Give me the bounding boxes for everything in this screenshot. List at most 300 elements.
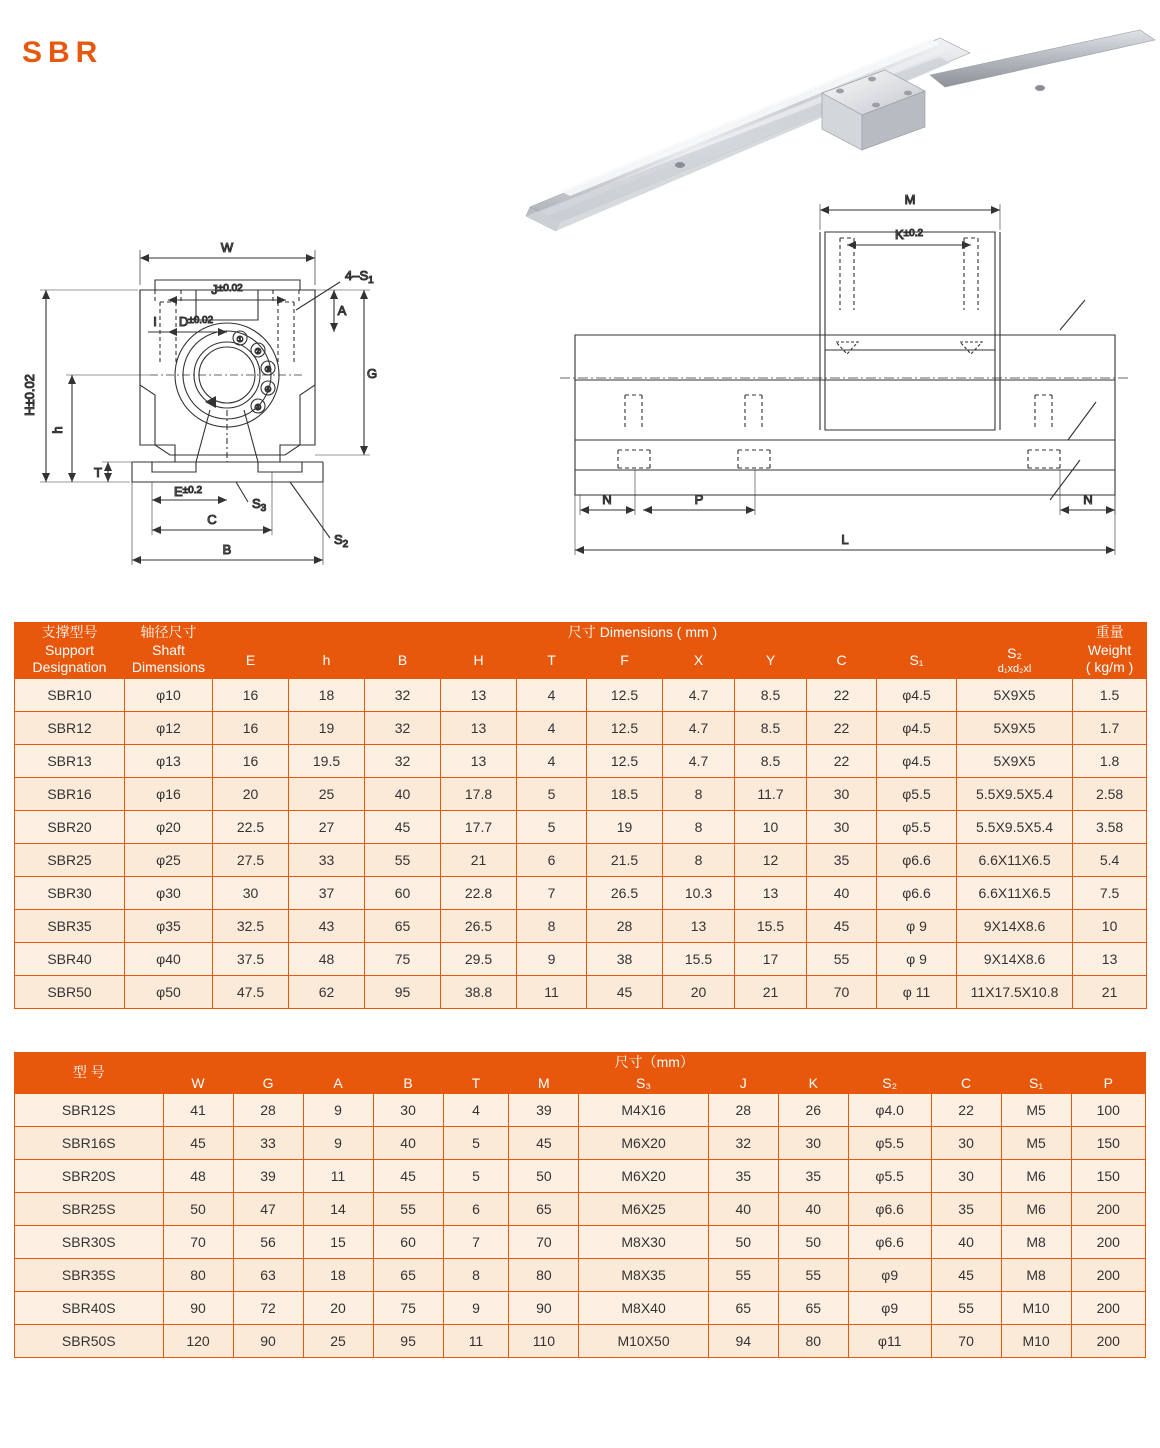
row-model-cell: SBR35 <box>15 909 125 942</box>
row-model-cell: SBR10 <box>15 678 125 711</box>
row-value-cell: 50 <box>163 1193 233 1226</box>
row-value-cell: 150 <box>1071 1127 1145 1160</box>
product-photo <box>500 15 1160 235</box>
row-value-cell: 27 <box>289 810 365 843</box>
row-value-cell: 22.8 <box>441 876 517 909</box>
row-value-cell: 8 <box>663 843 735 876</box>
row-value-cell: φ6.6 <box>848 1193 931 1226</box>
dimensions-table-1 <box>14 622 1147 1009</box>
row-value-cell: M6X20 <box>579 1160 708 1193</box>
row-value-cell: 70 <box>931 1325 1001 1358</box>
row-value-cell: M8 <box>1001 1226 1071 1259</box>
svg-text:H±0.02: H±0.02 <box>22 374 37 416</box>
svg-text:J±0.02: $J^{\pm 0.02}$ <box>211 282 243 297</box>
row-value-cell: 32.5 <box>213 909 289 942</box>
row-value-cell: 75 <box>365 942 441 975</box>
row-value-cell: 18 <box>303 1259 373 1292</box>
row-model-cell: SBR12 <box>15 711 125 744</box>
row-value-cell: φ40 <box>125 942 213 975</box>
row-value-cell: M10X50 <box>579 1325 708 1358</box>
row-value-cell: 25 <box>289 777 365 810</box>
col-weight: 重量 Weight ( kg/m ) <box>1073 623 1147 679</box>
row-value-cell: 12.5 <box>587 711 663 744</box>
row-value-cell: 13 <box>441 678 517 711</box>
row-value-cell: 55 <box>778 1259 848 1292</box>
row-value-cell: φ4.5 <box>877 678 957 711</box>
row-value-cell: M8X35 <box>579 1259 708 1292</box>
row-value-cell: 200 <box>1071 1259 1145 1292</box>
row-value-cell: 15.5 <box>663 942 735 975</box>
table-row <box>15 975 1147 1008</box>
row-value-cell: 80 <box>778 1325 848 1358</box>
row-value-cell: 55 <box>807 942 877 975</box>
row-value-cell: φ50 <box>125 975 213 1008</box>
svg-text:B: B <box>222 542 232 557</box>
row-value-cell: 200 <box>1071 1226 1145 1259</box>
row-value-cell: 30 <box>807 810 877 843</box>
row-value-cell: 100 <box>1071 1094 1145 1127</box>
row-value-cell: 1.5 <box>1073 678 1147 711</box>
row-value-cell: 28 <box>708 1094 778 1127</box>
row-value-cell: 110 <box>509 1325 579 1358</box>
row-value-cell: 11 <box>517 975 587 1008</box>
row-value-cell: 80 <box>163 1259 233 1292</box>
row-model-cell: SBR35S <box>15 1259 164 1292</box>
row-value-cell: 8.5 <box>735 678 807 711</box>
col-S2: S₂ d₁xd₂xl <box>957 643 1073 678</box>
row-value-cell: 19.5 <box>289 744 365 777</box>
table-row <box>15 1259 1146 1292</box>
row-value-cell: 65 <box>708 1292 778 1325</box>
svg-text:T: T <box>94 465 102 480</box>
row-value-cell: 9 <box>303 1094 373 1127</box>
row-value-cell: 5.5X9.5X5.4 <box>957 777 1073 810</box>
row-value-cell: 20 <box>663 975 735 1008</box>
row-value-cell: 5 <box>517 810 587 843</box>
row-value-cell: 38.8 <box>441 975 517 1008</box>
col-M: M <box>509 1073 579 1094</box>
row-value-cell: 17 <box>735 942 807 975</box>
col-h: h <box>289 643 365 678</box>
row-value-cell: 7.5 <box>1073 876 1147 909</box>
row-value-cell: 18.5 <box>587 777 663 810</box>
table-row <box>15 843 1147 876</box>
col-G: G <box>233 1073 303 1094</box>
row-value-cell: 8 <box>443 1259 509 1292</box>
row-value-cell: 55 <box>708 1259 778 1292</box>
row-model-cell: SBR30 <box>15 876 125 909</box>
row-value-cell: M8X40 <box>579 1292 708 1325</box>
svg-text:②: ② <box>254 347 262 356</box>
col-J: J <box>708 1073 778 1094</box>
row-value-cell: 17.8 <box>441 777 517 810</box>
table-row <box>15 1292 1146 1325</box>
row-value-cell: M6 <box>1001 1193 1071 1226</box>
row-value-cell: 45 <box>373 1160 443 1193</box>
row-value-cell: φ12 <box>125 711 213 744</box>
table2-header-row-2 <box>15 1073 1146 1094</box>
row-value-cell: 4.7 <box>663 678 735 711</box>
row-value-cell: φ6.6 <box>877 843 957 876</box>
row-value-cell: 62 <box>289 975 365 1008</box>
row-value-cell: 13 <box>663 909 735 942</box>
row-value-cell: 26.5 <box>587 876 663 909</box>
row-value-cell: 37 <box>289 876 365 909</box>
table-row <box>15 1193 1146 1226</box>
row-value-cell: φ 9 <box>877 909 957 942</box>
row-value-cell: 200 <box>1071 1292 1145 1325</box>
row-value-cell: 65 <box>373 1259 443 1292</box>
row-model-cell: SBR12S <box>15 1094 164 1127</box>
row-value-cell: 9X14X8.6 <box>957 909 1073 942</box>
row-value-cell: 13 <box>441 711 517 744</box>
col-E: E <box>213 643 289 678</box>
row-model-cell: SBR16 <box>15 777 125 810</box>
technical-drawings <box>0 110 1160 600</box>
row-value-cell: 6 <box>517 843 587 876</box>
row-value-cell: 33 <box>233 1127 303 1160</box>
col-S1: S₁ <box>1001 1073 1071 1094</box>
row-value-cell: 5.4 <box>1073 843 1147 876</box>
row-value-cell: 60 <box>373 1226 443 1259</box>
table-row <box>15 1127 1146 1160</box>
svg-text:I: I <box>153 314 157 329</box>
row-value-cell: 40 <box>778 1193 848 1226</box>
row-value-cell: 38 <box>587 942 663 975</box>
row-value-cell: 21 <box>735 975 807 1008</box>
row-value-cell: 43 <box>289 909 365 942</box>
row-value-cell: 5X9X5 <box>957 711 1073 744</box>
row-value-cell: 48 <box>163 1160 233 1193</box>
row-value-cell: 12.5 <box>587 678 663 711</box>
row-value-cell: 55 <box>373 1193 443 1226</box>
row-value-cell: M6X25 <box>579 1193 708 1226</box>
row-value-cell: φ16 <box>125 777 213 810</box>
row-value-cell: φ5.5 <box>877 810 957 843</box>
row-value-cell: 47 <box>233 1193 303 1226</box>
table2-header-row-1 <box>15 1053 1146 1074</box>
row-value-cell: 16 <box>213 678 289 711</box>
table1-body <box>15 678 1147 1008</box>
row-value-cell: 13 <box>735 876 807 909</box>
row-value-cell: 10 <box>1073 909 1147 942</box>
col-X: X <box>663 643 735 678</box>
row-value-cell: 5 <box>443 1160 509 1193</box>
row-value-cell: 37.5 <box>213 942 289 975</box>
row-value-cell: 21.5 <box>587 843 663 876</box>
table-row <box>15 711 1147 744</box>
svg-text:④: ④ <box>264 385 272 394</box>
row-value-cell: 48 <box>289 942 365 975</box>
row-value-cell: φ 11 <box>877 975 957 1008</box>
table-row <box>15 810 1147 843</box>
col-B: B <box>365 643 441 678</box>
row-value-cell: 20 <box>303 1292 373 1325</box>
row-value-cell: 7 <box>443 1226 509 1259</box>
row-value-cell: φ6.6 <box>848 1226 931 1259</box>
row-value-cell: 63 <box>233 1259 303 1292</box>
row-value-cell: 40 <box>931 1226 1001 1259</box>
row-value-cell: 4.7 <box>663 711 735 744</box>
row-value-cell: 22.5 <box>213 810 289 843</box>
row-value-cell: 30 <box>931 1127 1001 1160</box>
row-value-cell: M5 <box>1001 1094 1071 1127</box>
row-model-cell: SBR30S <box>15 1226 164 1259</box>
row-value-cell: 35 <box>931 1193 1001 1226</box>
row-value-cell: 40 <box>373 1127 443 1160</box>
row-value-cell: 3.58 <box>1073 810 1147 843</box>
row-value-cell: M8X30 <box>579 1226 708 1259</box>
row-value-cell: φ6.6 <box>877 876 957 909</box>
col-C: C <box>931 1073 1001 1094</box>
svg-text:W: W <box>220 240 234 255</box>
row-value-cell: φ5.5 <box>877 777 957 810</box>
row-value-cell: 94 <box>708 1325 778 1358</box>
row-value-cell: φ5.5 <box>848 1160 931 1193</box>
row-value-cell: 13 <box>441 744 517 777</box>
row-value-cell: 65 <box>778 1292 848 1325</box>
row-value-cell: 13 <box>1073 942 1147 975</box>
row-value-cell: 17.7 <box>441 810 517 843</box>
row-value-cell: 21 <box>441 843 517 876</box>
row-value-cell: 45 <box>807 909 877 942</box>
row-value-cell: 70 <box>163 1226 233 1259</box>
svg-text:M: M <box>904 192 916 207</box>
row-value-cell: 16 <box>213 744 289 777</box>
svg-text:E±0.2: $E^{\pm 0.2}$ <box>173 484 203 499</box>
row-value-cell: 27.5 <box>213 843 289 876</box>
row-value-cell: 39 <box>233 1160 303 1193</box>
row-value-cell: 56 <box>233 1226 303 1259</box>
row-value-cell: 29.5 <box>441 942 517 975</box>
row-value-cell: M10 <box>1001 1325 1071 1358</box>
row-value-cell: 14 <box>303 1193 373 1226</box>
page-title: SBR <box>22 36 104 69</box>
row-value-cell: 35 <box>807 843 877 876</box>
row-value-cell: φ 9 <box>877 942 957 975</box>
row-value-cell: 12 <box>735 843 807 876</box>
row-value-cell: 8 <box>663 777 735 810</box>
row-value-cell: 6.6X11X6.5 <box>957 843 1073 876</box>
svg-text:K±0.2: $K^{\pm 0.2}$ <box>894 227 924 242</box>
row-value-cell: 200 <box>1071 1325 1145 1358</box>
row-value-cell: 90 <box>509 1292 579 1325</box>
col-K: K <box>778 1073 848 1094</box>
svg-text:③: ③ <box>264 365 272 374</box>
col-S2: S₂ <box>848 1073 931 1094</box>
row-value-cell: 16 <box>213 711 289 744</box>
table-row <box>15 876 1147 909</box>
row-value-cell: 4 <box>443 1094 509 1127</box>
row-value-cell: 40 <box>365 777 441 810</box>
row-value-cell: 2.58 <box>1073 777 1147 810</box>
col-P: P <box>1071 1073 1145 1094</box>
row-value-cell: 50 <box>708 1226 778 1259</box>
row-model-cell: SBR20 <box>15 810 125 843</box>
row-value-cell: 22 <box>807 744 877 777</box>
row-value-cell: 8 <box>663 810 735 843</box>
svg-text:G: G <box>366 366 378 381</box>
svg-text:⑤: ⑤ <box>254 403 262 412</box>
row-value-cell: 25 <box>303 1325 373 1358</box>
svg-text:N: N <box>1083 492 1093 507</box>
row-value-cell: 21 <box>1073 975 1147 1008</box>
row-value-cell: 6 <box>443 1193 509 1226</box>
row-value-cell: 32 <box>365 678 441 711</box>
row-value-cell: 11X17.5X10.8 <box>957 975 1073 1008</box>
row-value-cell: 65 <box>365 909 441 942</box>
row-value-cell: φ11 <box>848 1325 931 1358</box>
row-value-cell: 80 <box>509 1259 579 1292</box>
row-value-cell: M4X16 <box>579 1094 708 1127</box>
row-value-cell: 50 <box>509 1160 579 1193</box>
table-row <box>15 678 1147 711</box>
row-value-cell: M5 <box>1001 1127 1071 1160</box>
row-value-cell: 45 <box>509 1127 579 1160</box>
row-model-cell: SBR20S <box>15 1160 164 1193</box>
row-value-cell: 11 <box>443 1325 509 1358</box>
row-value-cell: 10 <box>735 810 807 843</box>
row-value-cell: 39 <box>509 1094 579 1127</box>
row-model-cell: SBR50 <box>15 975 125 1008</box>
row-value-cell: 65 <box>509 1193 579 1226</box>
row-value-cell: 19 <box>587 810 663 843</box>
row-value-cell: 30 <box>373 1094 443 1127</box>
table1-header-row-1 <box>15 623 1147 644</box>
row-value-cell: 72 <box>233 1292 303 1325</box>
row-value-cell: 4.7 <box>663 744 735 777</box>
row-value-cell: 70 <box>509 1226 579 1259</box>
row-value-cell: 22 <box>807 711 877 744</box>
col-C: C <box>807 643 877 678</box>
row-value-cell: M8 <box>1001 1259 1071 1292</box>
row-value-cell: 32 <box>365 744 441 777</box>
row-value-cell: φ10 <box>125 678 213 711</box>
row-value-cell: 26 <box>778 1094 848 1127</box>
svg-text:C: C <box>207 512 217 527</box>
row-value-cell: 75 <box>373 1292 443 1325</box>
row-value-cell: 30 <box>778 1127 848 1160</box>
col-T: T <box>443 1073 509 1094</box>
table-row <box>15 1160 1146 1193</box>
row-value-cell: 9 <box>517 942 587 975</box>
row-model-cell: SBR16S <box>15 1127 164 1160</box>
col-W: W <box>163 1073 233 1094</box>
row-value-cell: 7 <box>517 876 587 909</box>
row-value-cell: 5 <box>443 1127 509 1160</box>
row-model-cell: SBR50S <box>15 1325 164 1358</box>
row-value-cell: 5.5X9.5X5.4 <box>957 810 1073 843</box>
col-S1: S₁ <box>877 643 957 678</box>
row-value-cell: 8 <box>517 909 587 942</box>
row-value-cell: 200 <box>1071 1193 1145 1226</box>
col-shaft-dimensions: 轴径尺寸 Shaft Dimensions <box>125 623 213 679</box>
col-model: 型 号 <box>15 1053 164 1094</box>
svg-text:S2: $S_2$ <box>334 532 349 550</box>
row-value-cell: 9 <box>303 1127 373 1160</box>
col-F: F <box>587 643 663 678</box>
front-view-drawing <box>0 110 540 590</box>
row-value-cell: M6 <box>1001 1160 1071 1193</box>
row-value-cell: 28 <box>587 909 663 942</box>
svg-text:①: ① <box>236 335 244 344</box>
row-value-cell: 55 <box>365 843 441 876</box>
row-value-cell: 41 <box>163 1094 233 1127</box>
table2-body <box>15 1094 1146 1358</box>
row-value-cell: 70 <box>807 975 877 1008</box>
row-value-cell: M10 <box>1001 1292 1071 1325</box>
row-value-cell: 30 <box>213 876 289 909</box>
row-value-cell: 18 <box>289 678 365 711</box>
row-value-cell: 30 <box>931 1160 1001 1193</box>
row-value-cell: 95 <box>373 1325 443 1358</box>
dimensions-table-2 <box>14 1052 1146 1358</box>
row-value-cell: φ4.5 <box>877 744 957 777</box>
svg-text:L: L <box>841 532 849 547</box>
row-value-cell: 35 <box>708 1160 778 1193</box>
row-value-cell: φ30 <box>125 876 213 909</box>
row-value-cell: 15 <box>303 1226 373 1259</box>
row-value-cell: φ9 <box>848 1259 931 1292</box>
row-value-cell: φ25 <box>125 843 213 876</box>
row-value-cell: 32 <box>708 1127 778 1160</box>
row-value-cell: 40 <box>708 1193 778 1226</box>
row-model-cell: SBR25S <box>15 1193 164 1226</box>
row-value-cell: 1.7 <box>1073 711 1147 744</box>
row-value-cell: φ20 <box>125 810 213 843</box>
row-value-cell: 45 <box>365 810 441 843</box>
row-value-cell: 45 <box>587 975 663 1008</box>
row-value-cell: 60 <box>365 876 441 909</box>
row-value-cell: 11 <box>303 1160 373 1193</box>
row-model-cell: SBR25 <box>15 843 125 876</box>
row-value-cell: 5X9X5 <box>957 744 1073 777</box>
row-value-cell: 45 <box>931 1259 1001 1292</box>
row-value-cell: 22 <box>807 678 877 711</box>
table-row <box>15 942 1147 975</box>
row-value-cell: 4 <box>517 711 587 744</box>
table-row <box>15 744 1147 777</box>
row-value-cell: M6X20 <box>579 1127 708 1160</box>
row-value-cell: 9X14X8.6 <box>957 942 1073 975</box>
row-value-cell: 28 <box>233 1094 303 1127</box>
row-value-cell: φ4.5 <box>877 711 957 744</box>
row-value-cell: φ9 <box>848 1292 931 1325</box>
row-value-cell: φ13 <box>125 744 213 777</box>
svg-text:D±0.02: $D^{\pm 0.02}$ <box>178 314 214 329</box>
row-value-cell: 32 <box>365 711 441 744</box>
row-value-cell: 90 <box>233 1325 303 1358</box>
row-value-cell: 50 <box>778 1226 848 1259</box>
svg-text:P: P <box>694 492 704 507</box>
row-value-cell: 12.5 <box>587 744 663 777</box>
col-B: B <box>373 1073 443 1094</box>
row-value-cell: 26.5 <box>441 909 517 942</box>
row-value-cell: 30 <box>807 777 877 810</box>
svg-text:4–S1: $4-S_1$ <box>345 268 374 286</box>
row-value-cell: 40 <box>807 876 877 909</box>
row-value-cell: 6.6X11X6.5 <box>957 876 1073 909</box>
col-Y: Y <box>735 643 807 678</box>
row-value-cell: φ35 <box>125 909 213 942</box>
svg-text:N: N <box>602 492 612 507</box>
svg-text:S3: $S_3$ <box>252 496 267 514</box>
row-value-cell: 33 <box>289 843 365 876</box>
row-value-cell: 4 <box>517 744 587 777</box>
row-value-cell: 8.5 <box>735 744 807 777</box>
row-value-cell: 22 <box>931 1094 1001 1127</box>
table-row <box>15 777 1147 810</box>
